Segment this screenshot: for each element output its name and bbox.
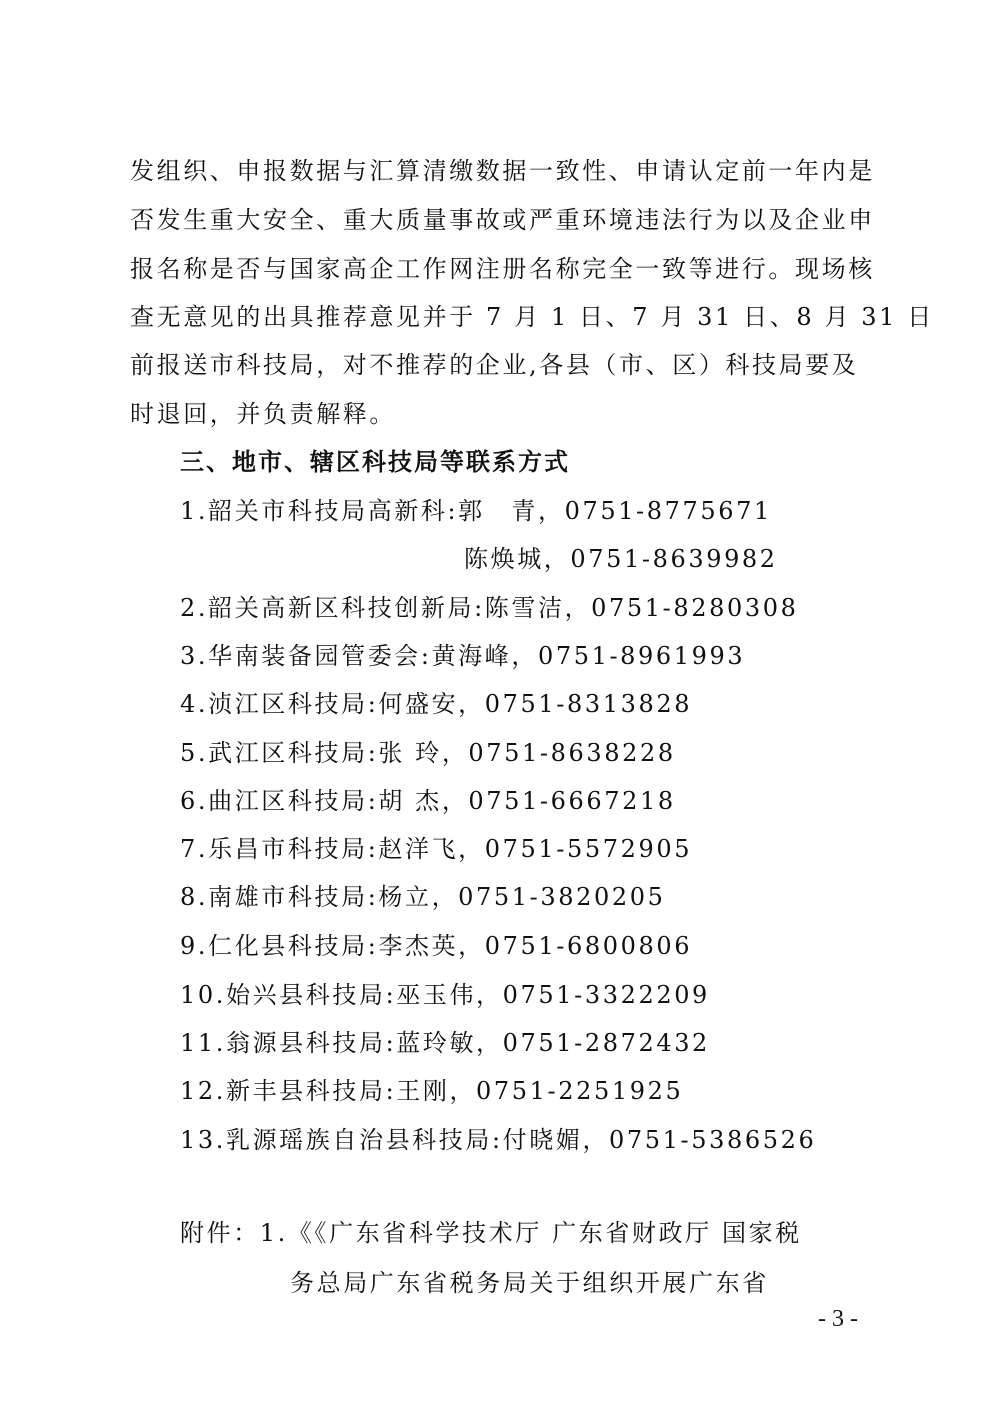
paragraph-line: 报名称是否与国家高企工作网注册名称完全一致等进行。现场核 bbox=[130, 255, 875, 283]
paragraph-line: 否发生重大安全、重大质量事故或严重环境违法行为以及企业申 bbox=[130, 206, 875, 234]
contact-item: 5.武江区科技局:张 玲，0751-8638228 bbox=[180, 739, 676, 767]
contact-item: 12.新丰县科技局:王刚，0751-2251925 bbox=[180, 1077, 684, 1105]
contact-item: 11.翁源县科技局:蓝玲敏，0751-2872432 bbox=[180, 1029, 710, 1057]
contact-item: 13.乳源瑶族自治县科技局:付晓媚，0751-5386526 bbox=[180, 1126, 817, 1154]
contact-item: 1.韶关市科技局高新科:郭 青，0751-8775671 bbox=[180, 497, 772, 525]
paragraph-line: 时退回，并负责解释。 bbox=[130, 400, 396, 428]
contact-item-continuation: 陈焕城，0751-8639982 bbox=[464, 545, 778, 573]
paragraph-line: 发组织、申报数据与汇算清缴数据一致性、申请认定前一年内是 bbox=[130, 157, 875, 185]
paragraph-line: 前报送市科技局，对不推荐的企业,各县（市、区）科技局要及 bbox=[130, 351, 859, 379]
contact-item: 8.南雄市科技局:杨立，0751-3820205 bbox=[180, 883, 666, 911]
contact-item: 9.仁化县科技局:李杰英，0751-6800806 bbox=[180, 932, 693, 960]
contact-item: 3.华南装备园管委会:黄海峰，0751-8961993 bbox=[180, 642, 746, 670]
paragraph-line: 查无意见的出具推荐意见并于 7 月 1 日、7 月 31 日、8 月 31 日 bbox=[130, 303, 934, 331]
attachment-line: 附件：1.《《广东省科学技术厅 广东省财政厅 国家税 bbox=[180, 1219, 802, 1247]
attachment-line-continuation: 务总局广东省税务局关于组织开展广东省 bbox=[290, 1269, 769, 1297]
page-number: - 3 - bbox=[818, 1306, 858, 1332]
contact-item: 4.浈江区科技局:何盛安，0751-8313828 bbox=[180, 690, 693, 718]
contact-item: 10.始兴县科技局:巫玉伟，0751-3322209 bbox=[180, 981, 710, 1009]
contact-item: 6.曲江区科技局:胡 杰，0751-6667218 bbox=[180, 787, 676, 815]
contact-item: 7.乐昌市科技局:赵洋飞，0751-5572905 bbox=[180, 835, 693, 863]
section-heading: 三、地市、辖区科技局等联系方式 bbox=[180, 447, 570, 476]
contact-item: 2.韶关高新区科技创新局:陈雪洁，0751-8280308 bbox=[180, 594, 799, 622]
